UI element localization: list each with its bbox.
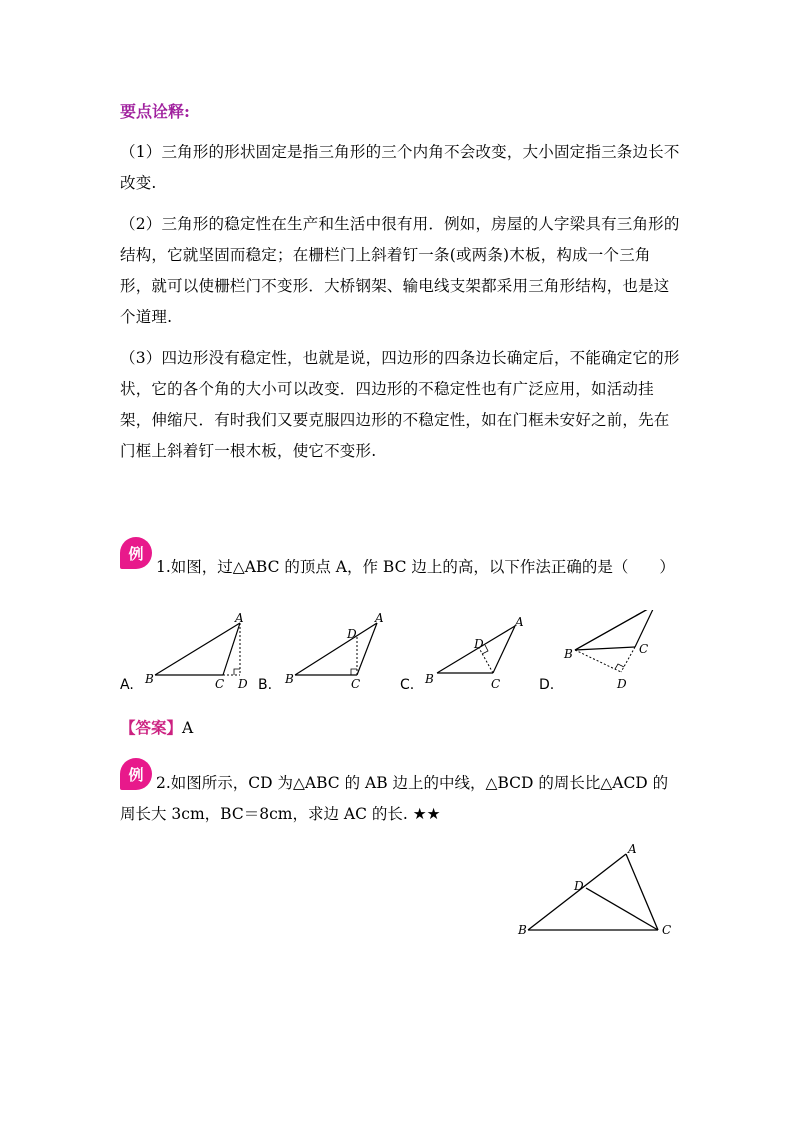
example-badge: 例	[120, 758, 152, 790]
label-d: D	[238, 677, 248, 691]
label-b: B	[425, 672, 434, 686]
note-paragraph-2: （2）三角形的稳定性在生产和生活中很有用．例如，房屋的人字梁具有三角形的结构，它就坚固而稳定；在栅栏门上斜着钉一条(或两条)木板，构成一个三角形，就可以使栅栏门不变形．大桥钢架、输电线支架都采用三角形结构，也是这个道理.	[120, 215, 680, 326]
label-b: B	[285, 672, 294, 686]
label-c: C	[215, 677, 225, 691]
label-d: D	[474, 637, 484, 651]
option-d-label: D.	[539, 677, 555, 693]
label-a: A	[628, 842, 637, 856]
answer-tag: 【答案】	[120, 718, 183, 737]
note-paragraph-1: （1）三角形的形状固定是指三角形的三个内角不会改变，大小固定指三条边长不改变.	[120, 143, 680, 192]
example-badge: 例	[120, 537, 152, 569]
answer-value: A	[182, 719, 194, 737]
label-c: C	[662, 923, 672, 937]
answer-line	[120, 716, 193, 738]
example2-question	[120, 768, 680, 830]
figure-a	[144, 611, 248, 691]
label-b: B	[145, 672, 154, 686]
example1-question: 1.如图，过△ABC 的顶点 A，作 BC 边上的高，以下作法正确的是（ ）	[156, 558, 675, 576]
label-c: C	[491, 677, 501, 691]
label-a: A	[375, 611, 384, 625]
figure-d	[563, 610, 655, 691]
label-d: D	[617, 677, 627, 691]
option-b-label: B.	[258, 677, 273, 693]
label-c: C	[351, 677, 361, 691]
label-c: C	[639, 642, 649, 656]
label-a: A	[235, 611, 244, 625]
note-paragraph-3: （3）四边形没有稳定性，也就是说，四边形的四条边长确定后，不能确定它的形状，它的各个角的大小可以改变．四边形的不稳定性也有广泛应用，如活动挂架，伸缩尺．有时我们又要克服四边形的不稳定性，如在门框未安好之前，先在门框上斜着钉一根木板，使它不变形.	[120, 349, 680, 460]
label-d: D	[574, 879, 584, 893]
label-b: B	[518, 923, 527, 937]
figure-b	[284, 611, 384, 691]
label-a: A	[515, 615, 524, 629]
notes-heading: 要点诠释:	[120, 102, 190, 121]
example2-text: 2.如图所示，CD 为△ABC 的 AB 边上的中线，△BCD 的周长比△ACD 的周长大 3cm，BC＝8cm，求边 AC 的长.	[120, 774, 669, 823]
label-d: D	[347, 627, 357, 641]
option-c-label: C.	[400, 677, 415, 693]
label-b: B	[564, 647, 573, 661]
figure-c	[424, 615, 524, 691]
option-a-label: A.	[120, 677, 134, 693]
difficulty-stars: ★★	[412, 805, 441, 823]
example2-figure	[510, 840, 680, 940]
